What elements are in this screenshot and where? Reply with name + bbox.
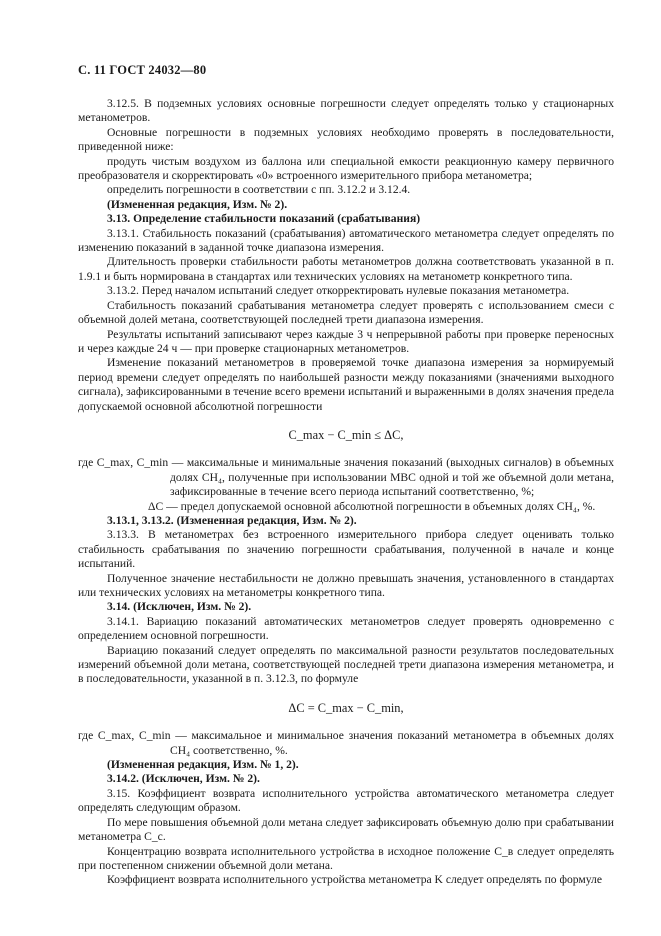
document-body bbox=[78, 97, 614, 888]
paragraph: Изменение показаний метанометров в проверяемой точке диапазона измерения за нормируемый период времени следует определять по наибольшей разности между показаниями (значениями выходного сигнала), зафиксированными в течение всего времени испытаний и выраженными в долях значения предела допускаемой основной абсолютной погрешности bbox=[78, 356, 614, 413]
paragraph: определить погрешности в соответствии с пп. 3.12.2 и 3.12.4. bbox=[107, 183, 411, 197]
paragraph: Основные погрешности в подземных условиях необходимо проверять в последовательности, приведенной ниже: bbox=[78, 125, 614, 154]
paragraph: 3.14. (Исключен, Изм. № 2). bbox=[107, 600, 252, 614]
definition bbox=[78, 456, 614, 499]
amendment-note: 3.14.2. (Исключен, Изм. № 2). bbox=[107, 772, 260, 786]
definition bbox=[78, 729, 614, 758]
paragraph: 3.13.2. Перед началом испытаний следует откорректировать нулевые показания метанометра. bbox=[107, 284, 570, 298]
page-header: С. 11 ГОСТ 24032—80 bbox=[78, 63, 207, 77]
amendment-note: 3.13.1, 3.13.2. (Измененная редакция, Изм. № 2). bbox=[107, 513, 357, 527]
paragraph: Длительность проверки стабильности работы метанометров должна соответствовать указанной в п. 1.9.1 и быть нормирована в стандартах или технических условиях на метанометр конкретного типа. bbox=[78, 255, 614, 283]
definition-lead: ΔC — bbox=[148, 499, 178, 513]
paragraph: 3.13.1. Стабильность показаний (срабатывания) автоматического метанометра следует определять по изменению показаний в заданной точке диапазона измерения. bbox=[78, 226, 614, 255]
definition-text: предел допускаемой основной абсолютной погрешности в объемных долях CH₄, %. bbox=[180, 499, 596, 513]
formula: ΔC = C_max − C_min, bbox=[288, 700, 404, 715]
paragraph: Результаты испытаний записывают через каждые 3 ч непрерывной работы при проверке переносных и через каждые 24 ч — при проверке стационарных метанометров. bbox=[78, 327, 614, 355]
paragraph: Полученное значение нестабильности не должно превышать значения, установленного в стандартах или технических условиях на метанометры конкретного типа. bbox=[78, 571, 614, 599]
formula: C_max − C_min ≤ ΔC, bbox=[288, 427, 404, 442]
definition-lead: где C_max, C_min — bbox=[78, 729, 187, 743]
amendment-note: (Измененная редакция, Изм. № 2). bbox=[107, 197, 288, 211]
paragraph: Вариацию показаний следует определять по максимальной разности результатов последовательных измерений объемной доли метана, соответствующей последней трети диапазона измерения метанометра, и в последовательности, указанной в п. 3.12.3, по формуле bbox=[78, 643, 614, 686]
paragraph: 3.13.3. В метанометрах без встроенного измерительного прибора следует оценивать только стабильность срабатывания по значению погрешности срабатывания, полученной в начале и конце испытаний. bbox=[78, 528, 614, 571]
paragraph: продуть чистым воздухом из баллона или специальной емкости реакционную камеру первичного преобразователя и скорректировать «0» встроенного измерительного прибора метанометра; bbox=[78, 154, 614, 183]
definition-lead: где C_max, C_min — bbox=[78, 456, 184, 470]
paragraph: 3.14.1. Вариацию показаний автоматических метанометров следует проверять одновременно с определением основной погрешности. bbox=[78, 614, 614, 643]
paragraph: 3.12.5. В подземных условиях основные погрешности следует определять только у стационарных метанометров. bbox=[78, 97, 614, 125]
definition-text: максимальное и минимальное значения показаний метанометра в объемных долях CH₄ соответственно, %. bbox=[170, 729, 614, 757]
section-heading: 3.13. Определение стабильности показаний (срабатывания) bbox=[107, 212, 421, 226]
paragraph: Концентрацию возврата исполнительного устройства в исходное положение C_в следует определять при постепенном снижении объемной доли метана. bbox=[78, 844, 614, 872]
definition bbox=[78, 500, 614, 514]
amendment-note: (Измененная редакция, Изм. № 1, 2). bbox=[107, 758, 299, 772]
paragraph: Коэффициент возврата исполнительного устройства метанометра K следует определять по формуле bbox=[107, 873, 602, 887]
paragraph: Стабильность показаний срабатывания метанометра следует проверять с использованием смеси с объемной долей метана, соответствующей последней трети диапазона измерения. bbox=[78, 298, 614, 327]
paragraph: 3.15. Коэффициент возврата исполнительного устройства автоматического метанометра следует определять следующим образом. bbox=[78, 786, 614, 815]
definition-text: максимальные и минимальные значения показаний (выходных сигналов) в объемных долях CH₄, полученные при использовании МВС одной и той же объемной доли метана, зафиксированные в течение всего периода испытаний соответственно, %; bbox=[170, 456, 614, 499]
paragraph: По мере повышения объемной доли метана следует зафиксировать объемную долю при срабатывании метанометра C_c. bbox=[78, 815, 614, 844]
